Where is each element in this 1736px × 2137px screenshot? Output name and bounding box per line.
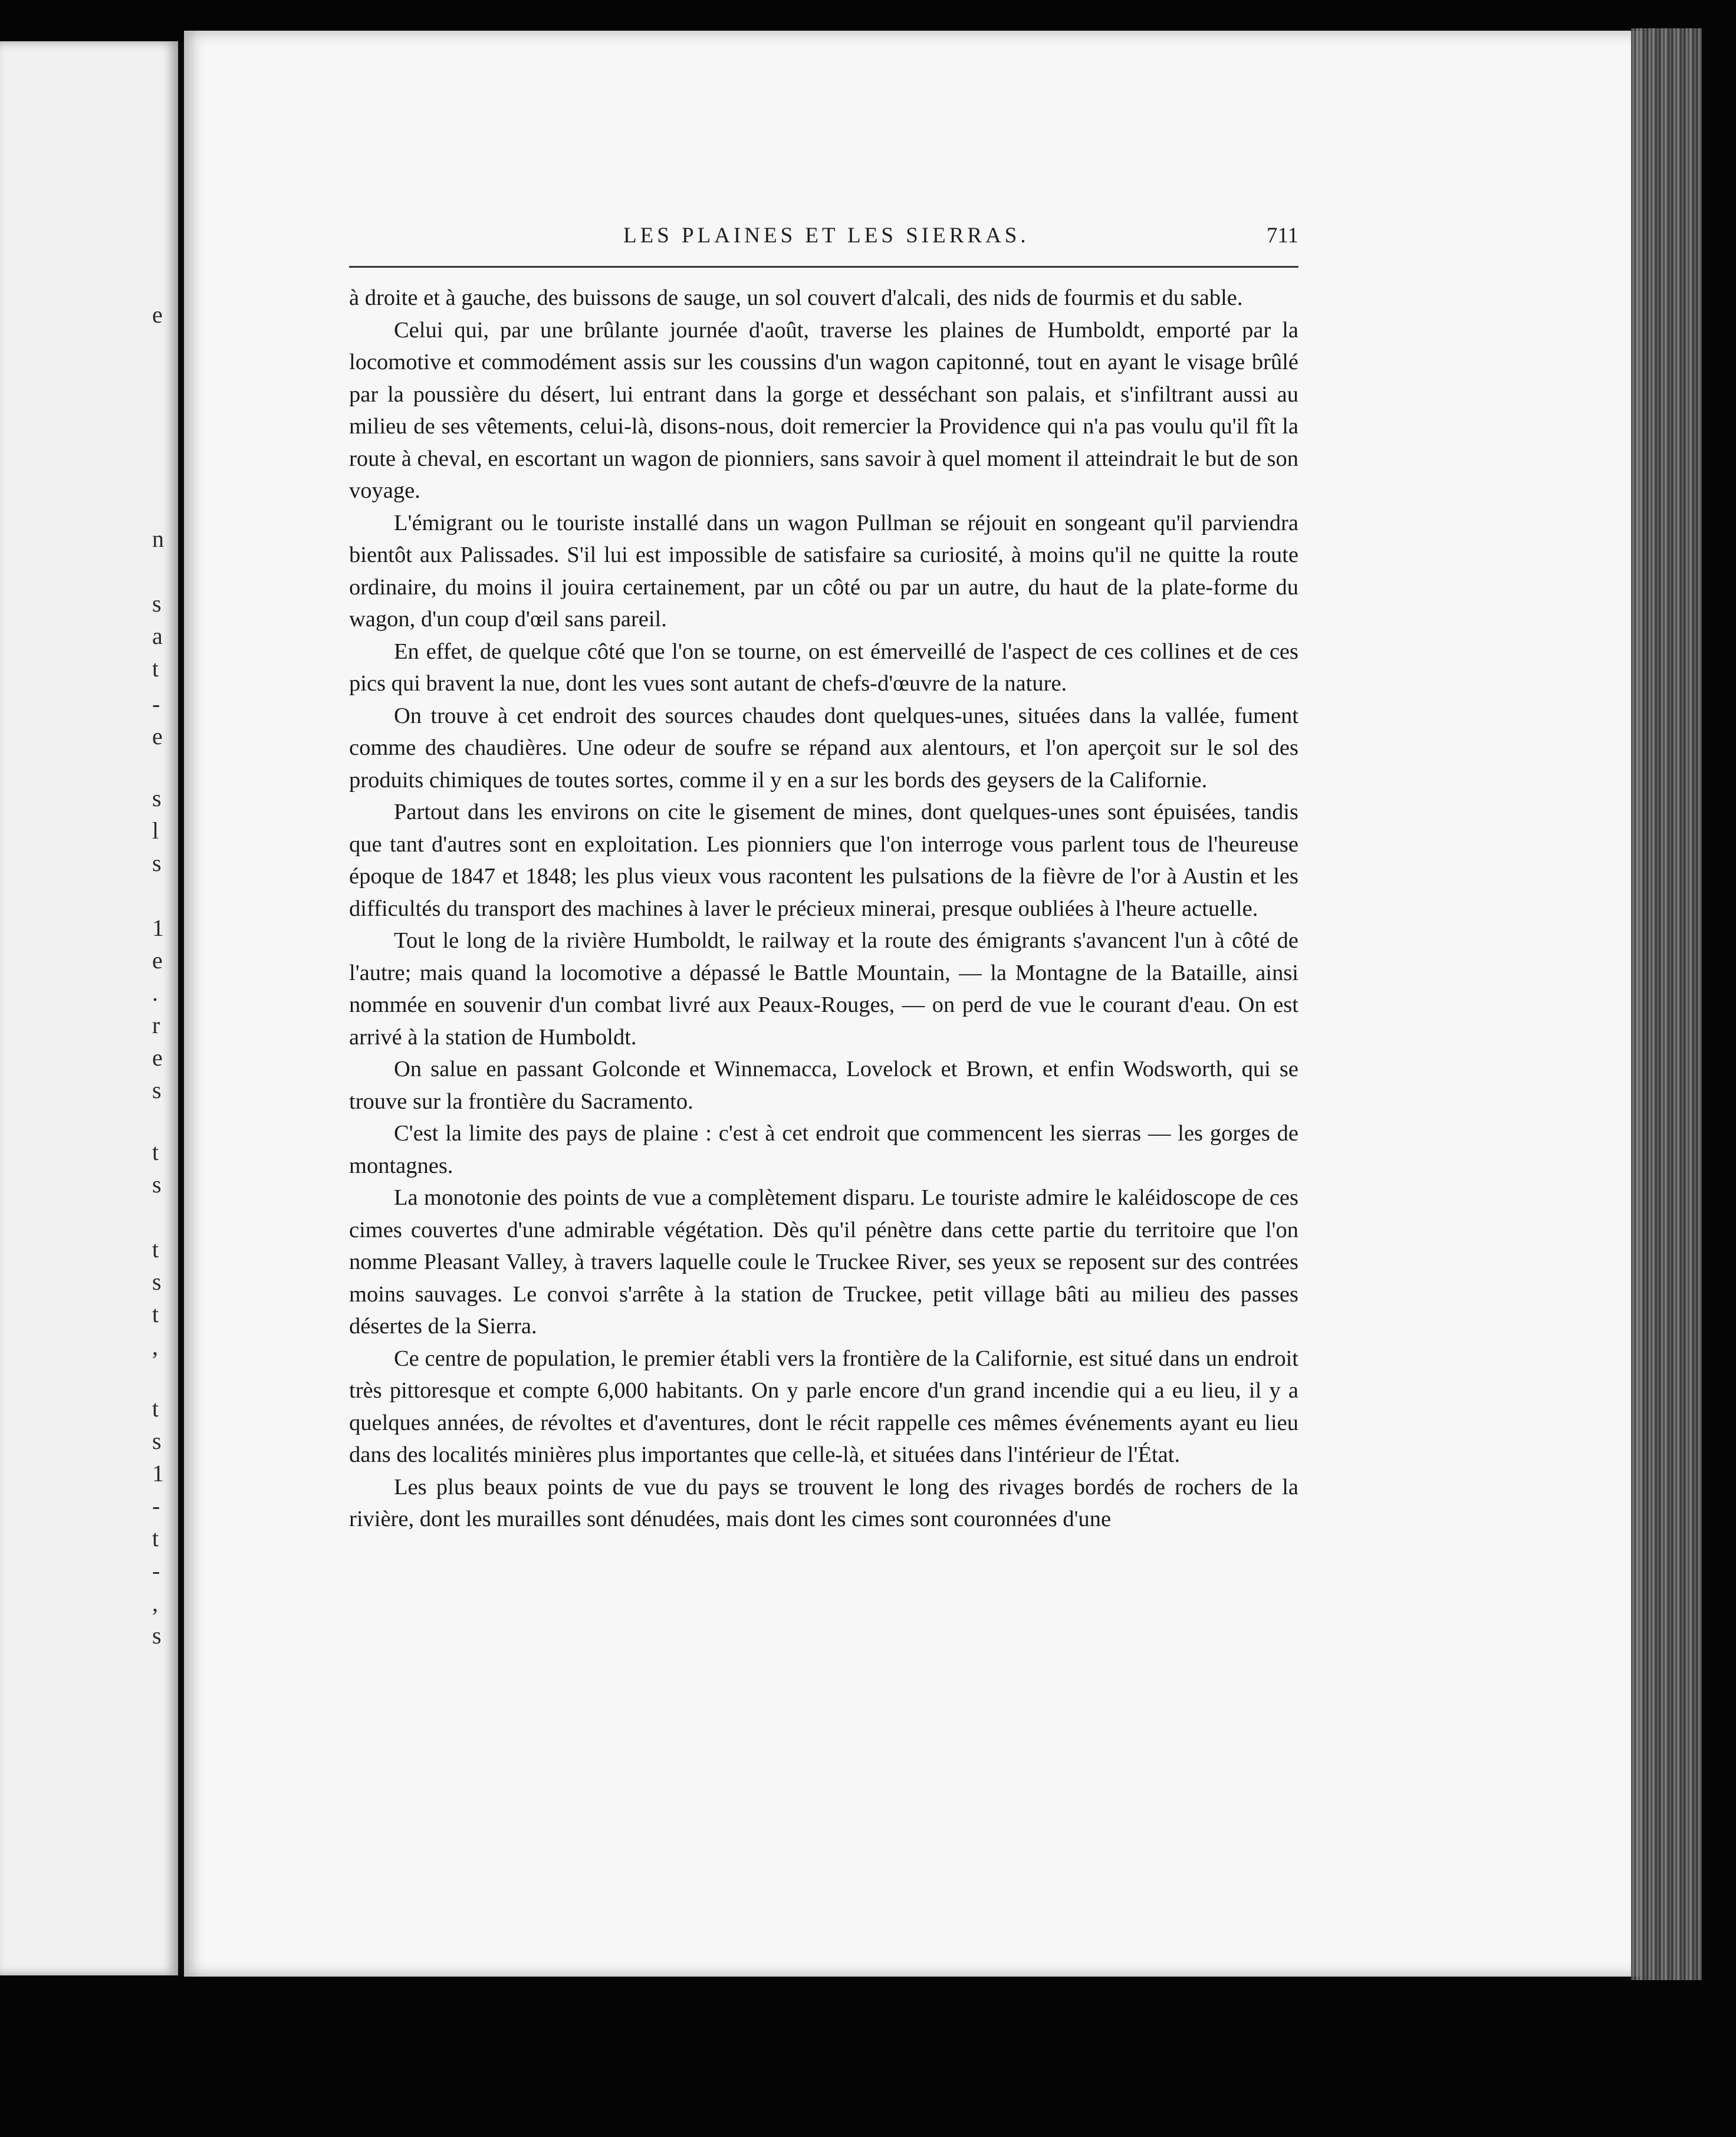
left-page-fragment: s	[152, 590, 162, 617]
paragraph: Partout dans les environs on cite le gisement de mines, dont quelques-unes sont épuisées, tandis que tant d'autres sont en exploitation. Les pionniers que l'on interroge vous parlent tous de l'heureuse époque de 1847 et 1848; les plus vieux vous racontent les pulsations de la fièvre de l'or à Austin et les difficultés du transport des machines à laver le précieux minerai, presque oubliées à l'heure actuelle.	[349, 800, 1298, 921]
paragraph: L'émigrant ou le touriste installé dans un wagon Pullman se réjouit en songeant qu'il parviendra bientôt aux Palissades. S'il lui est impossible de satisfaire sa curiosité, à moins qu'il ne quitte la route ordinaire, du moins il jouira certainement, par un côté ou par un autre, du haut de la plate-forme du wagon, d'un coup d'œil sans pareil.	[349, 510, 1298, 632]
left-page-fragment: t	[152, 1301, 159, 1327]
header-rule	[349, 266, 1298, 268]
left-page-fragment: n	[152, 525, 164, 552]
paragraph: Ce centre de population, le premier établi vers la frontière de la Californie, est situé dans un endroit très pittoresque et compte 6,000 habitants. On y parle encore d'un grand incendie qui a eu lieu, il y a quelques années, de révoltes et d'aventures, dont le récit rappelle ces mêmes événements ayant eu lieu dans des localités minières plus importantes que celle-là, et situées dans l'intérieur de l'État.	[349, 1346, 1298, 1467]
left-page-fragment: t	[152, 1236, 159, 1263]
left-page-fragment: s	[152, 1077, 162, 1103]
paragraph: On trouve à cet endroit des sources chaudes dont quelques-unes, situées dans la vallée, fument comme des chaudières. Une odeur de soufre se répand aux alentours, et l'on aperçoit sur le sol des produits chimiques de toutes sortes, comme il y en a sur les bords des geysers de la Californie.	[349, 703, 1298, 793]
left-page-fragment: s	[152, 1428, 162, 1454]
left-page-fragment: t	[152, 1139, 159, 1165]
left-page-fragment: -	[152, 1557, 160, 1584]
left-page-fragment: t	[152, 1525, 159, 1551]
left-page-fragment: e	[152, 301, 163, 328]
left-page-fragment: s	[152, 785, 162, 811]
left-page-fragment: a	[152, 623, 163, 649]
left-page-fragment: l	[152, 817, 159, 844]
body-text	[349, 282, 1298, 1536]
paragraph: Tout le long de la rivière Humboldt, le railway et la route des émigrants s'avancent l'un à côté de l'autre; mais quand la locomotive a dépassé le Battle Mountain, — la Montagne de la Bataille, ainsi nommée en souvenir d'un combat livré aux Peaux-Rouges, — on perd de vue le courant d'eau. On est arrivé à la station de Humboldt.	[349, 928, 1298, 1050]
left-page-fragment: e	[152, 1044, 163, 1071]
left-page-fragment: e	[152, 723, 163, 749]
left-page-fragment: -	[152, 691, 160, 717]
paragraph: C'est la limite des pays de plaine : c'est à cet endroit que commencent les sierras — les gorges de montagnes.	[349, 1121, 1298, 1178]
left-page-edge	[0, 41, 178, 1975]
paragraph: En effet, de quelque côté que l'on se tourne, on est émerveillé de l'aspect de ces collines et de ces pics qui bravent la nue, dont les vues sont autant de chefs-d'œuvre de la nature.	[349, 639, 1298, 696]
left-page-fragment: s	[152, 1268, 162, 1295]
left-page-fragment: s	[152, 1171, 162, 1198]
running-title: LES PLAINES ET LES SIERRAS.	[623, 223, 1030, 248]
paragraph: La monotonie des points de vue a complètement disparu. Le touriste admire le kaléidoscope de ces cimes couvertes d'une admirable végétation. Dès qu'il pénètre dans cette partie du territoire que l'on nomme Pleasant Valley, à travers laquelle coule le Truckee River, ses yeux se reposent sur des contrées moins sauvages. Le convoi s'arrête à la station de Truckee, petit village bâti au milieu des passes désertes de la Sierra.	[349, 1185, 1298, 1339]
left-page-fragment: 1	[152, 1460, 164, 1487]
left-page-fragment: r	[152, 1012, 160, 1038]
left-page-fragment: t	[152, 1395, 159, 1422]
left-page-fragment: -	[152, 1492, 160, 1519]
paragraph: Celui qui, par une brûlante journée d'août, traverse les plaines de Humboldt, emporté par la locomotive et commodément assis sur les coussins d'un wagon capitonné, tout en ayant le visage brûlé par la poussière du désert, lui entrant dans la gorge et desséchant son palais, et s'infiltrant aussi au milieu de ses vêtements, celui-là, disons-nous, doit remercier la Providence qui n'a pas voulu qu'il fît la route à cheval, en escortant un wagon de pionniers, sans savoir à quel moment il atteindrait le but de son voyage.	[349, 317, 1298, 503]
left-page-fragment: s	[152, 850, 162, 876]
running-head	[349, 223, 1298, 270]
page-number: 711	[1266, 223, 1298, 248]
paragraph: On salue en passant Golconde et Winnemacca, Lovelock et Brown, et enfin Wodsworth, qui se trouve sur la frontière du Sacramento.	[349, 1057, 1298, 1114]
left-page-fragment: ,	[152, 1333, 158, 1360]
left-page-fragment: 1	[152, 915, 164, 941]
left-page-fragment: ,	[152, 1590, 158, 1616]
left-page-fragment: s	[152, 1622, 162, 1649]
left-page-fragment: .	[152, 979, 158, 1006]
paragraph: Les plus beaux points de vue du pays se trouvent le long des rivages bordés de rochers de la rivière, dont les murailles sont dénudées, mais dont les cimes sont couronnées d'une	[349, 1474, 1298, 1531]
book-gutter	[178, 41, 184, 1975]
page-block-edge	[1631, 28, 1702, 1980]
left-page-fragment: t	[152, 655, 159, 682]
left-page-fragment: e	[152, 947, 163, 974]
paragraph: à droite et à gauche, des buissons de sauge, un sol couvert d'alcali, des nids de fourmis et du sable.	[349, 285, 1243, 310]
